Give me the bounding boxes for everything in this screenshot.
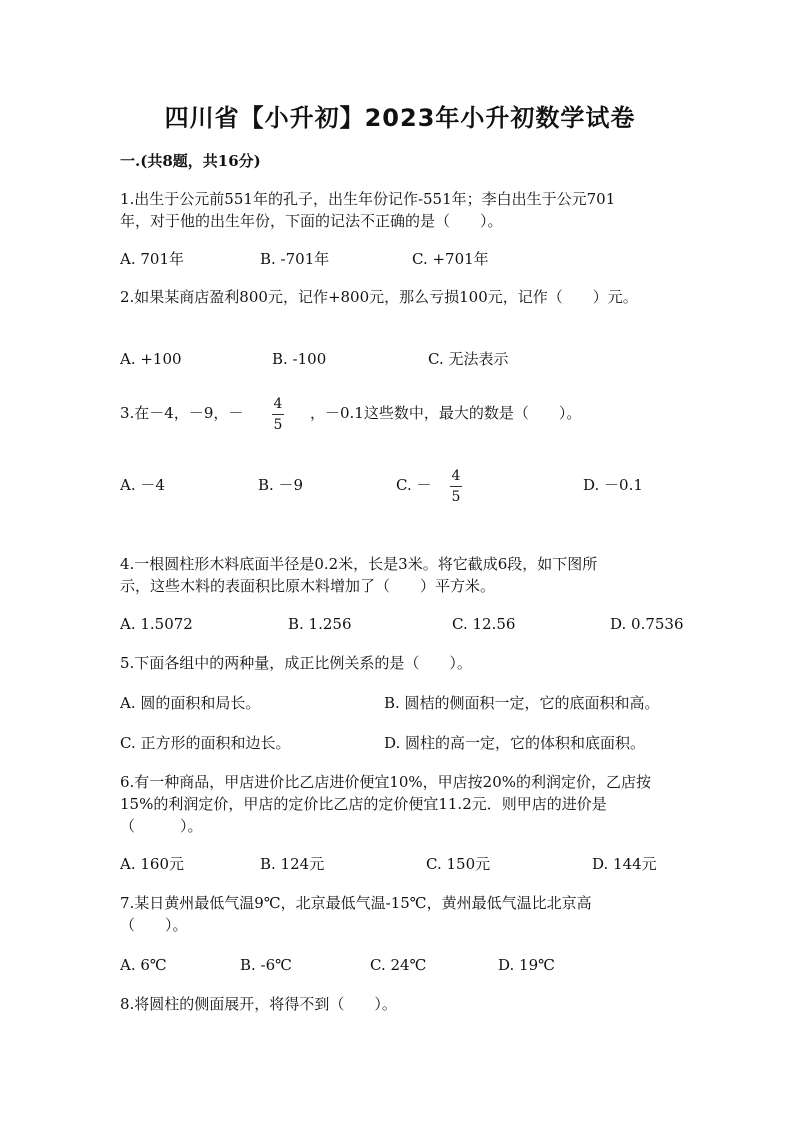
- question-7-option-b: B. -6℃: [240, 956, 292, 974]
- question-5-option-d: D. 圆柱的高一定，它的体积和底面积。: [384, 734, 646, 752]
- question-2-text-line-1: 2.如果某商店盈利800元，记作+800元，那么亏损100元，记作（ ）元。: [120, 288, 638, 306]
- fraction-numerator: 4: [273, 396, 283, 412]
- question-4-option-b: B. 1.256: [288, 615, 352, 633]
- question-7-option-d: D. 19℃: [498, 956, 555, 974]
- question-6-text-line-2: 15%的利润定价，甲店的定价比乙店的定价便宜11.2元．则甲店的进价是: [120, 795, 607, 813]
- question-5-option-c: C. 正方形的面积和边长。: [120, 734, 291, 752]
- question-4-text-line-2: 示，这些木料的表面积比原木料增加了（ ）平方米。: [120, 577, 496, 595]
- question-5-option-a: A. 圆的面积和局长。: [120, 694, 261, 712]
- fraction-bar: [450, 486, 462, 487]
- question-6-option-b: B. 124元: [260, 855, 325, 873]
- question-7-option-a: A. 6℃: [120, 956, 167, 974]
- question-1-option-b: B. -701年: [260, 250, 330, 268]
- section-heading: 一.(共8题，共16分): [120, 152, 261, 170]
- question-4-text-line-1: 4.一根圆柱形木料底面半径是0.2米，长是3米。将它截成6段，如下图所: [120, 555, 598, 573]
- question-7-option-c: C. 24℃: [370, 956, 427, 974]
- question-6-option-d: D. 144元: [592, 855, 657, 873]
- question-7-text-line-1: 7.某日黄州最低气温9℃，北京最低气温-15℃，黄州最低气温比北京高: [120, 894, 592, 912]
- question-6-text-line-1: 6.有一种商品，甲店进价比乙店进价便宜10%，甲店按20%的利润定价，乙店按: [120, 773, 651, 791]
- question-1-text-line-2: 年，对于他的出生年份，下面的记法不正确的是（ ）。: [120, 212, 503, 230]
- page-title: 四川省【小升初】2023年小升初数学试卷: [164, 104, 636, 132]
- question-3-text-post: ，－0.1这些数中，最大的数是（ ）。: [310, 404, 582, 422]
- question-2-option-b: B. -100: [272, 350, 327, 368]
- question-3-option-c-fraction: [450, 468, 462, 505]
- question-1-option-a: A. 701年: [120, 250, 184, 268]
- fraction-denominator: 5: [273, 417, 283, 433]
- fraction-bar: [272, 414, 284, 415]
- question-5-option-b: B. 圆桔的侧面积一定，它的底面积和高。: [384, 694, 660, 712]
- question-4-option-c: C. 12.56: [452, 615, 516, 633]
- question-5-text-line-1: 5.下面各组中的两种量，成正比例关系的是（ ）。: [120, 654, 472, 672]
- question-6-option-c: C. 150元: [426, 855, 491, 873]
- question-3-option-c: C. －: [396, 476, 432, 494]
- question-3-option-a: A. －4: [120, 476, 165, 494]
- question-2-option-c: C. 无法表示: [428, 350, 509, 368]
- fraction-numerator: 4: [451, 468, 461, 484]
- question-4-option-d: D. 0.7536: [610, 615, 684, 633]
- question-4-option-a: A. 1.5072: [120, 615, 193, 633]
- fraction-denominator: 5: [451, 489, 461, 505]
- question-1-option-c: C. +701年: [412, 250, 489, 268]
- question-1-text-line-1: 1.出生于公元前551年的孔子，出生年份记作-551年；李白出生于公元701: [120, 190, 616, 208]
- question-8-text-line-1: 8.将圆柱的侧面展开，将得不到（ ）。: [120, 995, 397, 1013]
- question-7-text-line-2: （ ）。: [120, 916, 188, 934]
- question-6-option-a: A. 160元: [120, 855, 184, 873]
- question-3-option-d: D. －0.1: [583, 476, 643, 494]
- question-3-fraction: [272, 396, 284, 433]
- question-6-text-line-3: （ ）。: [120, 817, 203, 835]
- question-2-option-a: A. +100: [120, 350, 182, 368]
- question-3-option-b: B. －9: [258, 476, 304, 494]
- question-3-text-pre: 3.在－4，－9，－: [120, 404, 244, 422]
